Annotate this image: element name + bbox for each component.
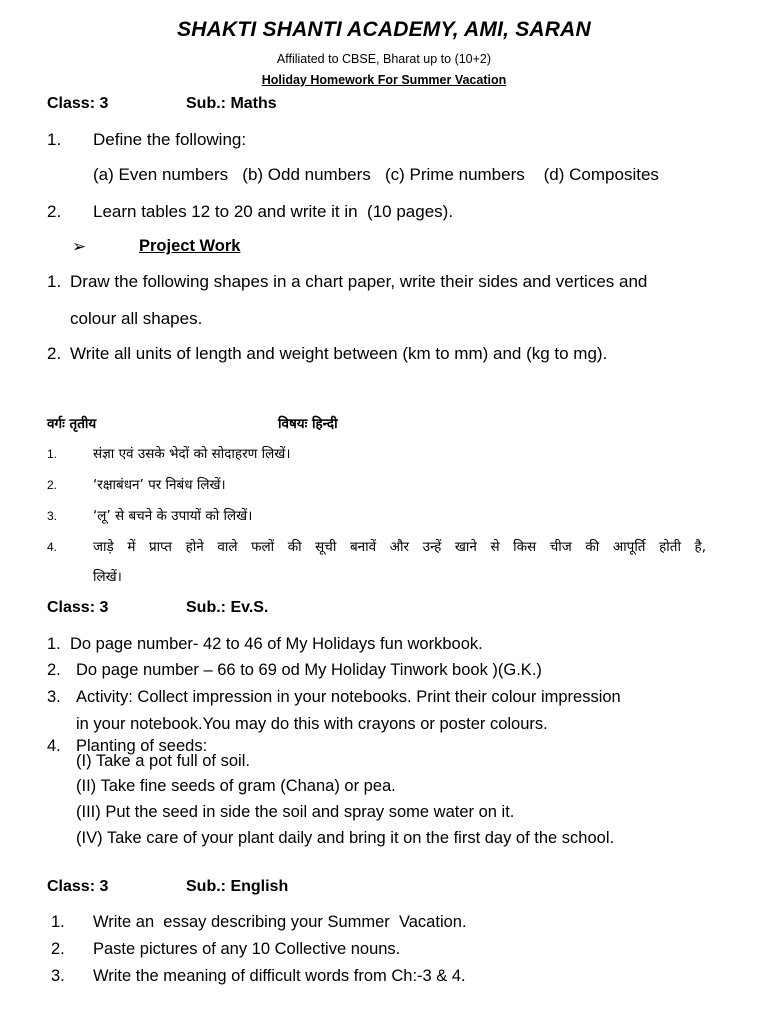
evs-item-3-text-line2: in your notebook.You may do this with crayons or poster colours.: [76, 715, 548, 733]
project-item-2-text: Write all units of length and weight between (km to mm) and (kg to mg).: [70, 344, 608, 363]
project-work-heading: Project Work: [139, 237, 241, 255]
hindi-item-4-text-line2: लिखें।: [93, 569, 122, 585]
evs-item-2-text: Do page number – 66 to 69 od My Holiday Tinwork book )(G.K.): [76, 661, 542, 679]
english-subject-label: Sub.: English: [186, 878, 289, 895]
affiliation-line: Affiliated to CBSE, Bharat up to (10+2): [276, 52, 492, 66]
project-item-1-line2: colour all shapes.: [70, 309, 203, 328]
evs-item-1-text: Do page number- 42 to 46 of My Holidays fun workbook.: [70, 635, 483, 653]
seed-step-2: (II) Take fine seeds of gram (Chana) or pea.: [76, 777, 396, 795]
english-item-1-number: 1.: [51, 913, 65, 931]
evs-item-1-number: 1.: [47, 635, 61, 653]
evs-item-3-number: 3.: [47, 688, 61, 706]
hindi-class-label: वर्गः तृतीय: [47, 416, 97, 432]
maths-subject-label: Sub.: Maths: [186, 95, 277, 112]
arrow-bullet-icon: ➢: [72, 237, 87, 256]
english-item-3-number: 3.: [51, 967, 65, 985]
evs-item-4-text: Planting of seeds:: [76, 737, 208, 755]
seed-step-1: (I) Take a pot full of soil.: [76, 752, 250, 770]
hindi-item-1-number: 1.: [47, 447, 58, 461]
hindi-item-3-number: 3.: [47, 509, 58, 523]
english-item-2-text: Paste pictures of any 10 Collective nouns.: [93, 940, 401, 958]
project-item-1-line1: Draw the following shapes in a chart paper, write their sides and vertices and: [70, 272, 648, 291]
english-class-label: Class: 3: [47, 878, 109, 895]
hindi-item-2-number: 2.: [47, 478, 58, 492]
evs-class-label: Class: 3: [47, 599, 109, 616]
hindi-subject-label: विषयः हिन्दी: [278, 416, 338, 432]
hindi-item-4-number: 4.: [47, 540, 58, 554]
hindi-item-2-text: ‘रक्षाबंधन’ पर निबंध लिखें।: [93, 477, 226, 493]
seed-step-3: (III) Put the seed in side the soil and spray some water on it.: [76, 803, 515, 821]
maths-q2-text: Learn tables 12 to 20 and write it in (10 pages).: [93, 202, 454, 221]
evs-item-4-number: 4.: [47, 737, 61, 755]
school-name: SHAKTI SHANTI ACADEMY, AMI, SARAN: [177, 18, 591, 41]
english-item-3-text: Write the meaning of difficult words from Ch:-3 & 4.: [93, 967, 466, 985]
seed-step-4: (IV) Take care of your plant daily and bring it on the first day of the school.: [76, 829, 615, 847]
maths-class-label: Class: 3: [47, 95, 109, 112]
maths-q1-text: Define the following:: [93, 130, 247, 149]
evs-item-2-number: 2.: [47, 661, 61, 679]
english-item-1-text: Write an essay describing your Summer Vacation.: [93, 913, 467, 931]
english-item-2-number: 2.: [51, 940, 65, 958]
project-item-1-number: 1.: [47, 272, 62, 291]
evs-item-3-text: Activity: Collect impression in your notebooks. Print their colour impression: [76, 688, 621, 706]
maths-q1-number: 1.: [47, 130, 62, 149]
hindi-item-4-text: जाड़े में प्राप्त होने वाले फलों की सूची बनावें और उन्हें खाने से किस चीज की आपूर्ति होती है,: [93, 539, 706, 555]
project-item-2-number: 2.: [47, 344, 62, 363]
homework-title: Holiday Homework For Summer Vacation: [261, 73, 507, 87]
hindi-item-3-text: ‘लू’ से बचने के उपायों को लिखें।: [93, 508, 253, 524]
maths-q1-options: (a) Even numbers (b) Odd numbers (c) Prime numbers (d) Composites: [93, 165, 659, 184]
hindi-item-1-text: संज्ञा एवं उसके भेदों को सोदाहरण लिखें।: [93, 446, 291, 462]
evs-subject-label: Sub.: Ev.S.: [186, 599, 269, 616]
maths-q2-number: 2.: [47, 202, 62, 221]
